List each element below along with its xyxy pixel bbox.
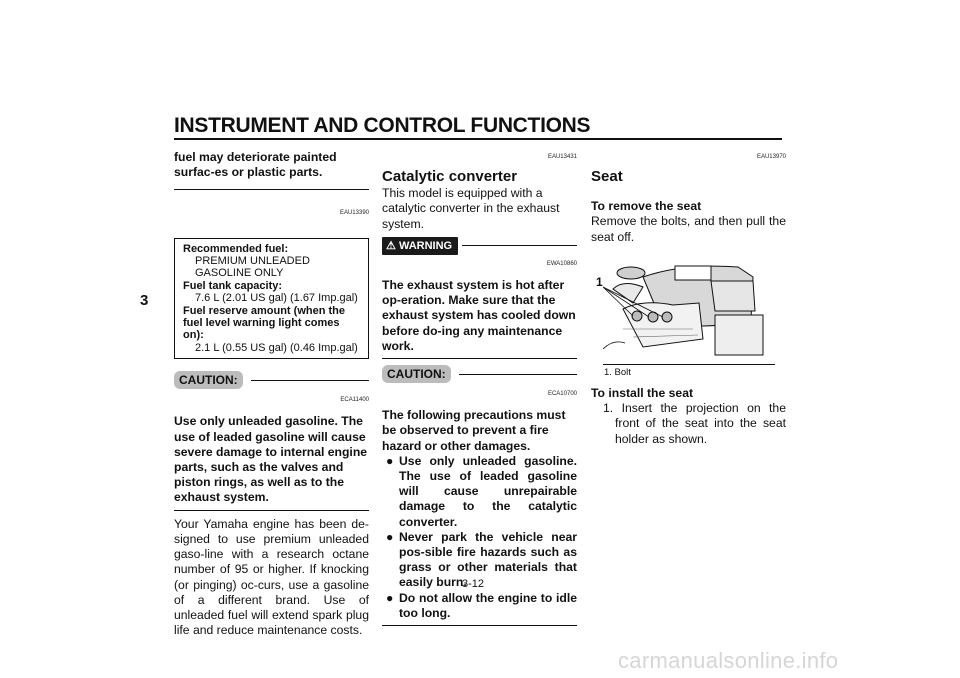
figure-callout: 1	[596, 275, 603, 289]
column-2	[382, 150, 577, 626]
spec-label: Fuel reserve amount (when the fuel level warning light comes on):	[183, 304, 345, 342]
page-header-title: INSTRUMENT AND CONTROL FUNCTIONS	[174, 114, 591, 137]
bullet-text: Do not allow the engine to idle too long.	[399, 590, 577, 620]
divider	[174, 189, 369, 190]
caution-badge: CAUTION:	[382, 365, 451, 383]
warning-header	[382, 237, 577, 255]
section-title: Catalytic converter	[382, 168, 518, 186]
warning-label: WARNING	[398, 239, 453, 252]
caution-code: ECA10700	[547, 391, 577, 398]
column-3	[591, 150, 786, 245]
header-rule	[174, 138, 782, 140]
figure-caption: 1. Bolt	[604, 367, 631, 378]
warning-code: EWA10860	[546, 260, 577, 267]
caution-rule	[251, 380, 369, 381]
spec-label: Recommended fuel:	[183, 242, 289, 255]
section-code: EAU13431	[547, 154, 577, 160]
caution-header	[382, 365, 577, 383]
section-code: EAU13970	[756, 154, 786, 160]
body-text: Your Yamaha engine has been de-signed to use premium unleaded gaso-line with a research octane number of 95 or higher. If knocking (or pinging) oc-curs, use a gasoline of a different brand. Use of unleaded fuel will extend spark plug life and reduce maintenance costs.	[174, 516, 369, 638]
seat-bolt-illustration	[603, 259, 775, 363]
subheading: To install the seat	[591, 386, 694, 400]
caution-code: ECA11400	[340, 397, 369, 404]
bullet-text: Never park the vehicle near pos-sible fire hazards such as grass or other materials that easily burn.	[399, 529, 577, 590]
section-title: Seat	[591, 168, 623, 186]
warning-badge	[382, 237, 458, 255]
spec-label: Fuel tank capacity:	[183, 279, 283, 292]
caution-badge: CAUTION:	[174, 371, 243, 389]
section-code: EAU13390	[339, 210, 369, 217]
intro-text: This model is equipped with a catalytic converter in the exhaust system.	[382, 186, 560, 231]
bullet-icon: ●	[386, 529, 394, 544]
list-item	[382, 454, 577, 530]
bullet-icon: ●	[386, 590, 394, 605]
fuel-spec-box	[174, 238, 369, 360]
caution-text: Use only unleaded gasoline. The use of leaded gasoline will cause severe damage to internal engine parts, such as the valves and piston rings, as well as to the exhaust system.	[174, 414, 368, 505]
divider	[382, 625, 577, 626]
list-item	[382, 591, 577, 621]
warning-triangle-icon: ⚠	[386, 239, 396, 252]
figure-divider	[603, 364, 775, 365]
watermark: carmanualsonline.info	[618, 648, 839, 673]
instruction-step: 1. Insert the projection on the front of the seat into the seat holder as shown.	[603, 401, 786, 446]
subheading: To remove the seat	[591, 199, 702, 214]
page-number: 3-12	[462, 578, 485, 590]
column-3-lower	[591, 386, 786, 447]
divider	[174, 510, 369, 511]
divider	[382, 358, 577, 359]
spec-value: PREMIUM UNLEADED GASOLINE ONLY	[195, 255, 310, 280]
instruction-text: Remove the bolts, and then pull the seat off.	[591, 214, 786, 244]
warning-text: The exhaust system is hot after op-eration. Make sure that the exhaust system has cooled down before do-ing any maintenance work.	[382, 278, 576, 353]
caution-rule	[459, 374, 577, 375]
chapter-tab: 3	[140, 292, 149, 309]
spec-value: 7.6 L (2.01 US gal) (1.67 Imp.gal)	[195, 292, 358, 305]
spec-value: 2.1 L (0.55 US gal) (0.46 Imp.gal)	[195, 341, 358, 354]
bullet-text: Use only unleaded gasoline. The use of leaded gasoline will cause unrepairable damage to the catalytic converter.	[399, 453, 577, 529]
warning-rule	[462, 245, 577, 246]
fuel-note-text: fuel may deteriorate painted surfac-es or plastic parts.	[174, 150, 337, 180]
caution-intro: The following precautions must be observed to prevent a fire hazard or other damages.	[382, 408, 566, 453]
bullet-icon: ●	[386, 453, 394, 468]
column-1	[174, 150, 369, 638]
caution-header	[174, 371, 369, 389]
